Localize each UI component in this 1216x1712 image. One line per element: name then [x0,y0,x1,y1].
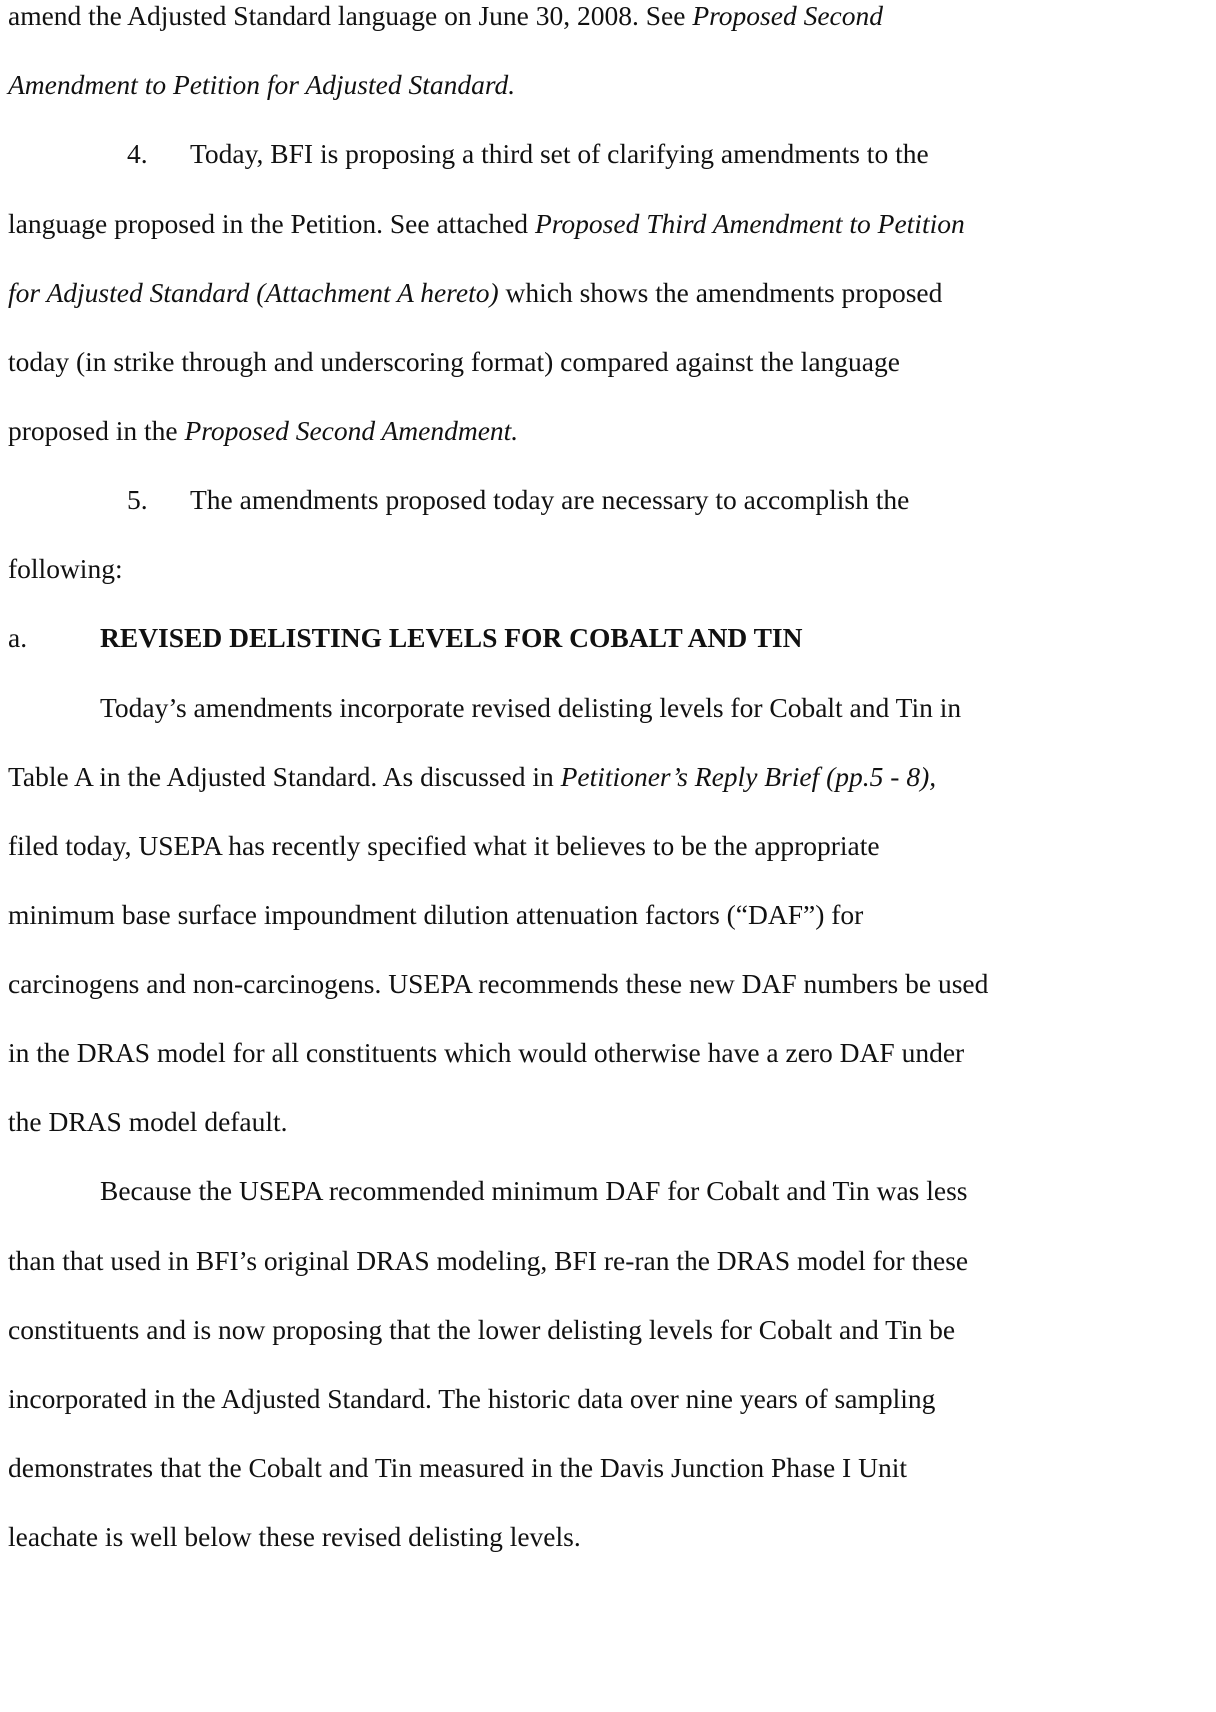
text-line: than that used in BFI’s original DRAS modeling, BFI re-ran the DRAS model for these [8,1245,969,1276]
italic-reference: Proposed Second [692,0,883,31]
text-line: filed today, USEPA has recently specified what it believes to be the appropriate [8,830,880,861]
italic-reference: Petitioner’s Reply Brief (pp.5 - 8), [560,761,937,792]
text-line: incorporated in the Adjusted Standard. The historic data over nine years of sampling [8,1383,936,1414]
paragraph-number: 4. [127,138,148,169]
text-line: carcinogens and non-carcinogens. USEPA recommends these new DAF numbers be used [8,968,989,999]
section-letter: a. [8,622,28,653]
text-run: language proposed in the Petition. See attached [8,208,535,239]
text-line: today (in strike through and underscoring format) compared against the language [8,346,900,377]
text-run: amend the Adjusted Standard language on June 30, 2008. See [8,0,693,31]
text-line: demonstrates that the Cobalt and Tin measured in the Davis Junction Phase I Unit [8,1452,907,1483]
text-line [8,208,965,240]
text-line: the DRAS model default. [8,1106,288,1137]
text-line: in the DRAS model for all constituents which would otherwise have a zero DAF under [8,1037,965,1068]
italic-reference: Amendment to Petition for Adjusted Standard. [8,69,516,100]
text-line: constituents and is now proposing that the lower delisting levels for Cobalt and Tin be [8,1314,956,1345]
text-line [8,415,518,447]
text-run: Table A in the Adjusted Standard. As discussed in [8,761,561,792]
italic-reference: Proposed Third Amendment to Petition [534,208,965,239]
text-line: leachate is well below these revised delisting levels. [8,1521,581,1552]
text-line: Today, BFI is proposing a third set of clarifying amendments to the [190,138,929,169]
text-line [8,0,883,32]
text-line: following: [8,553,123,584]
italic-reference: Proposed Second Amendment. [184,415,519,446]
text-line: Because the USEPA recommended minimum DAF for Cobalt and Tin was less [100,1175,968,1206]
text-line [8,761,936,793]
text-run: which shows the amendments proposed [498,277,943,308]
text-line: minimum base surface impoundment dilution attenuation factors (“DAF”) for [8,899,864,930]
text-line [8,277,942,309]
text-line [8,69,515,101]
section-heading: REVISED DELISTING LEVELS FOR COBALT AND TIN [100,622,803,653]
text-line: The amendments proposed today are necessary to accomplish the [190,484,910,515]
text-run: proposed in the [8,415,185,446]
paragraph-number: 5. [127,484,148,515]
text-line: Today’s amendments incorporate revised delisting levels for Cobalt and Tin in [100,692,962,723]
italic-reference: for Adjusted Standard (Attachment A hereto) [8,277,499,308]
